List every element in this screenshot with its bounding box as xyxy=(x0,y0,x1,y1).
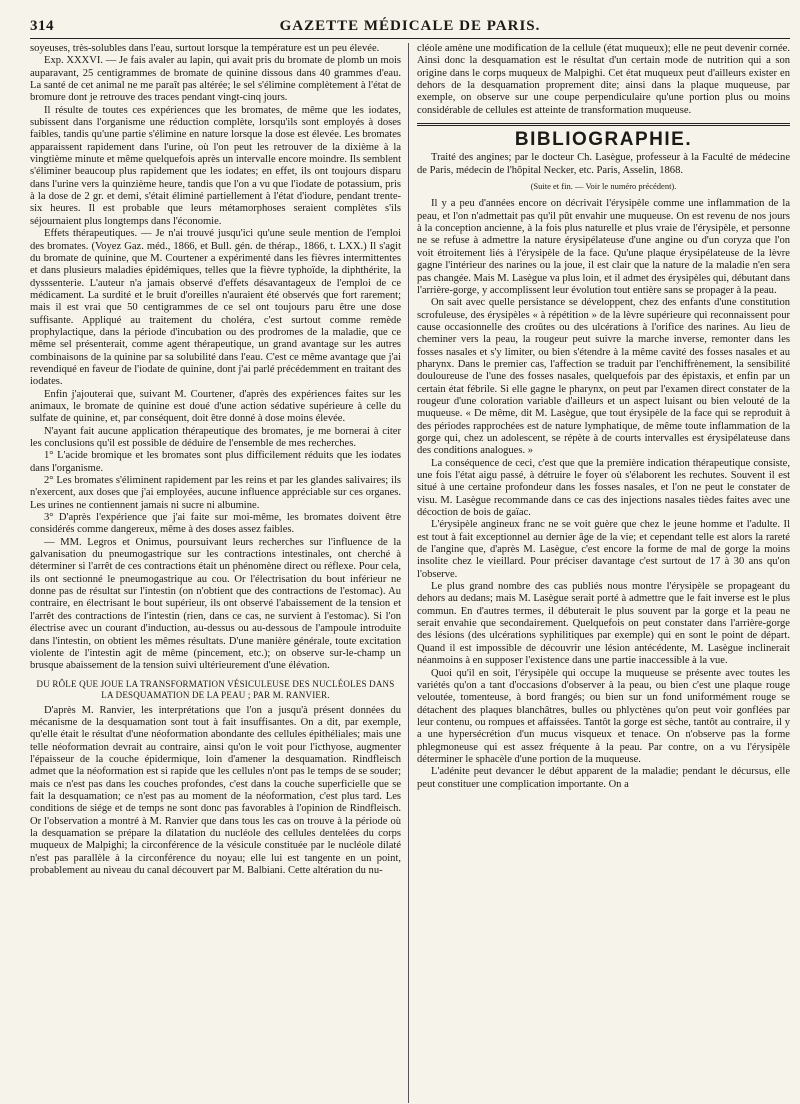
paragraph: — MM. Legros et Onimus, poursuivant leurs recherches sur l'influence de la galvanisation du pneumogastrique sur les contractions intestinales, ont cherché à déterminer si l'arrêt de ces contractions était un phénomène direct ou réflexe. Pour cela, ils ont sectionné le pneumogastrique au cou. Or l'électrisation du bout inférieur ne donne pas de résultat sur l'intestin (on n'obtient que des contractions de l'estomac). Au contraire, en électrisant le bout supérieur, ils ont observé l'abaissement de la tension et l'arrêt des contractions de l'intestin (rien, dans ce cas, ne survient à l'estomac). Si l'on électrise avec un courant d'induction, au-dessus ou au-dessous de l'ampoule introduite dans l'intestin, on obtient les mêmes résultats. D'une manière générale, toute excitation violente de l'intestin agit de même (pincement, etc.); on observe sur-le-champ un brusque abaissement de la tension suivi ultérieurement d'une élévation. xyxy=(30,536,402,672)
paragraph: 3° D'après l'expérience que j'ai faite sur moi-même, les bromates doivent être considérés comme dangereux, même à des doses assez faibles. xyxy=(30,512,402,536)
text-columns xyxy=(30,43,790,1103)
paragraph: D'après M. Ranvier, les interprétations que l'on a jusqu'à présent données du mécanisme de la desquamation sont tout à fait insuffisantes. On a dit, par exemple, qu'elle était le résultat d'une néoformation abondante des cellules épithéliales; mais une telle néoformation devrait au contraire, ainsi qu'on le voit pour l'icthyose, augmenter l'épaisseur de la couche épidermique, loin d'amener la desquamation. Rindfleisch admet que la néoformation est si rapide que les cellules n'ont pas le temps de se souder; mais ce n'est pas dans les couches profondes, c'est dans la couche superficielle que se fait la desquamation; ce n'est pas au moment de la néoformation, c'est plus tard. Les conditions de siége et de temps ne sont donc pas favorables à l'opinion de Rindfleisch. Or l'observation a montré à M. Ranvier que dans tous les cas on trouve à la période où la desquamation se prépare la dilatation du nucléole des cellules dentelées du corps muqueux de Malpighi; la circonférence de la vésicule constituée par le nucléole dilaté n'est pas parallèle à la circonférence du noyau; elle lui est tangente en un point, probablement au niveau du canal découvert par M. Balbiani. Cette altération du nu- xyxy=(30,704,402,876)
paragraph: soyeuses, très-solubles dans l'eau, surtout lorsque la température est un peu élevée. xyxy=(30,43,380,54)
continuation-note: (Suite et fin. — Voir le numéro précédent). xyxy=(530,181,677,192)
paragraph: N'ayant fait aucune application thérapeutique des bromates, je me bornerai à citer les conclusions qu'il est possible de déduire de l'ensemble de mes recherches. xyxy=(30,425,402,449)
paragraph: cléole amène une modification de la cellule (état muqueux); elle ne peut devenir cornée. Ainsi donc la desquamation est le résultat d'un certain mode de nutrition qui a son origine dans le corps muqueux de Malpighi. Cet état muqueux peut d'ailleurs exister en dehors de la desquamation proprement dite; ainsi dans la plaque muqueuse, par exemple, on observe sur une coupe perpendiculaire qu'une portion plus ou moins considérable de cellules est atteinte de transformation muqueuse. xyxy=(417,43,790,116)
paragraph: L'adénite peut devancer le début apparent de la maladie; pendant le décursus, elle peut constituer une complication importante. On a xyxy=(417,766,790,790)
paragraph: Exp. XXXVI. — Je fais avaler au lapin, qui avait pris du bromate de plomb un mois auparavant, 25 centigrammes de bromate de quinine dissous dans 40 grammes d'eau. La santé de cet animal ne me paraît pas altérée; le sel s'élimine complètement à l'état de bromure dont je retrouve des traces pendant vingt-cinq jours. xyxy=(30,55,402,104)
section-heading: DU RÔLE QUE JOUE LA TRANSFORMATION VÉSICULEUSE DES NUCLÉOLES DANS LA DESQUAMATION DE LA PEAU ; PAR M. RANVIER. xyxy=(36,678,395,700)
right-column xyxy=(409,43,790,1103)
section-divider xyxy=(417,123,790,126)
paragraph: Effets thérapeutiques. — Je n'ai trouvé jusqu'ici qu'une seule mention de l'emploi des bromates. (Voyez Gaz. méd., 1866, et Bull. gén. de thérap., 1866, t. LXX.) Il s'agit du bromate de quinine, que M. Courtener a expérimenté dans les fièvres intermittentes et dans plusieurs maladies épidémiques, telles que la fièvre typhoïde, la diphthérite, la dysssenterie. L'auteur n'a jamais observé d'effets désavantageux de l'emploi de ce médicament. La surdité et le bruit d'oreilles n'auraient été observés que fort rarement; mais il est vrai que 50 centigrammes de ce sel ont toujours paru être une dose suffisante. Appliqué au traitement du choléra, c'est surtout comme remède prophylactique, dans la période d'incubation ou des prodromes de la maladie, que ce même sel présenterait, comme agent thérapeutique, un grand avantage sur les autres combinaisons de la quinine par sa solubilité dans l'eau. C'est ce même avantage que j'ai revendiqué en faveur de l'iodate de quinine, dont j'ai parlé précédemment en traitant des iodates. xyxy=(30,228,402,388)
book-reference: Traité des angines; par le docteur Ch. Lasègue, professeur à la Faculté de médecine de Paris, médecin de l'hôpital Necker, etc. Paris, Asselin, 1868. xyxy=(417,152,790,176)
running-title: GAZETTE MÉDICALE DE PARIS. xyxy=(279,17,541,34)
paragraph: Il résulte de toutes ces expériences que les bromates, de même que les iodates, subissent dans l'organisme une réduction complète, lorsqu'ils sont employés à doses faibles, tandis qu'une partie s'élimine en nature lorsque la dose est élevée. Les bromates apparaissent rapidement dans l'urine, où l'on peut les retrouver de la dixième à la vingtième minute et même quelquefois après un intervalle encore moindre. Ils semblent s'éliminer beaucoup plus rapidement que les iodates; en effet, ils ont toujours disparu dans l'urine vers la quinzième heure, tandis que l'on a vu que l'iodate de potassium, pris à la dose de 2 gr. et demi, s'était éliminé partiellement à l'état d'iodure, pendant trente-six heures. Il est probable que leurs métamorphoses seraient complètes s'ils séjournaient plus longtemps dans l'économie. xyxy=(30,104,402,227)
paragraph: L'érysipèle angineux franc ne se voit guère que chez le jeune homme et l'adulte. Il est tout à fait exceptionnel au dernier âge de la vie; et cependant telle est alors la rareté de l'angine que, d'après M. Lasègue, c'est encore la forme de mal de gorge la moins insolite chez le vieillard. Pour préciser davantage c'est surtout de 17 à 30 ans qu'on l'observe. xyxy=(417,519,790,580)
paragraph: Le plus grand nombre des cas publiés nous montre l'érysipèle se propageant du dehors au dedans; mais M. Lasègue serait porté à admettre que le fait inverse est le plus commun. En d'autres termes, il débuterait le plus souvent par la gorge et la peau ne serait envahie que secondairement. Quelquefois on peut constater dans l'arrière-gorge des lésions (des ulcérations syphilitiques par exemple) qui en sont le point de départ. Quand il est impossible de découvrir une lésion antécédente, M. Lasègue inclinerait néanmoins à en supposer l'existence dans une partie inaccessible à la vue. xyxy=(417,581,790,667)
paragraph: Il y a peu d'années encore on décrivait l'érysipèle comme une inflammation de la peau, et l'on n'admettait pas qu'il pût envahir une muqueuse. On est revenu de nos jours à la conception ancienne, à la fois plus naturelle et plus vraie de l'érysipèle, et personne ne se refuse à admettre la nature érysipélateuse d'une angine ou d'un coryza que l'on voit étroitement liés à l'érysipèle de la face. Qu'une plaque érysipélateuse de la lèvre gagne l'intérieur des narines ou la joue, il est clair que la nature de la maladie n'en sera pas changée. Mais M. Lasègue va plus loin, et il admet des érysipèles qui, débutant dans l'arrière-gorge, y accomplissent leur évolution tout entière sans se propager à la peau. xyxy=(417,198,790,296)
paragraph: 2° Les bromates s'éliminent rapidement par les reins et par les glandes salivaires; ils n'exercent, aux doses que j'ai employées, aucune influence appréciable sur ces organes. Les urines ne contiennent jamais ni sucre ni albumine. xyxy=(30,475,402,511)
paragraph: On sait avec quelle persistance se développent, chez des enfants d'une constitution scrofuleuse, des érysipèles « à répétition » de la lèvre supérieure qui reconnaissent pour cause occasionnelle des croûtes ou des ulcérations à l'orifice des narines. Au lieu de cheminer vers la peau, la rougeur peut suivre la marche inverse, remonter dans les fosses nasales et s'y limiter, ou bien s'étendre à la même cavité des fosses nasales et au pharynx. Dans le premier cas, l'affection se traduit par l'enchiffrènement, la sensibilité douloureuse de l'une des fosses nasales, quelquefois par des épistaxis, et enfin par un certain état fébrile. Si elle gagne le pharynx, on peut par l'examen direct constater de la rougeur d'une coloration variable d'ailleurs et un aspect luisant ou bien velouté de la muqueuse. « De même, dit M. Lasègue, que tout érysipèle de la face qui se reproduit à des périodes rapprochées est de nature lymphatique, de même toute inflammation de la gorge qui, chez un adolescent, se répète à de courts intervalles est érysipélateuse dans des conditions analogues. » xyxy=(417,297,790,457)
page-number: 314 xyxy=(30,17,54,34)
paragraph: 1° L'acide bromique et les bromates sont plus difficilement réduits que les iodates dans l'organisme. xyxy=(30,450,402,474)
bibliography-title: BIBLIOGRAPHIE. xyxy=(514,129,693,151)
left-column xyxy=(30,43,409,1103)
paragraph: Enfin j'ajouterai que, suivant M. Courtener, d'après des expériences faites sur les animaux, le bromate de quinine est doué d'une action sédative supérieure à celle du sulfate de quinine, et, par conséquent, doit être donné à dose moins élevée. xyxy=(30,388,402,425)
page-header xyxy=(30,14,790,39)
paragraph: Quoi qu'il en soit, l'érysipèle qui occupe la muqueuse se présente avec toutes les variétés qu'on a tant d'occasions d'observer à la peau, ou bien c'est une plaque rouge veloutée, tomenteuse, à bord frangés; ou bien sur un fond uniformément rouge se détachent des plaques blanchâtres, bulles ou phlyctènes qu'on peut voir gonflées par leur contenu, ou rompues et affaissées. Tantôt la gorge est sèche, tantôt au contraire, il y a une hypersécrétion d'un mucus visqueux et tenace. On n'observe pas la forme phlegmoneuse qui est assez fréquente à la peau. Par contre, on a vu l'érysipèle déterminer le sphacèle d'une portion de la muqueuse. xyxy=(417,667,790,765)
paragraph: La conséquence de ceci, c'est que que la première indication thérapeutique consiste, une fois l'état aigu passé, à détruire le foyer où s'élaborent les rechutes. Souvent il est situé à une certaine profondeur dans les fosses nasales, et l'on ne peut le constater de visu. M. Lasègue recommande dans ce cas des injections nasales tièdes faites avec une décoction de bois de gaïac. xyxy=(417,457,790,519)
